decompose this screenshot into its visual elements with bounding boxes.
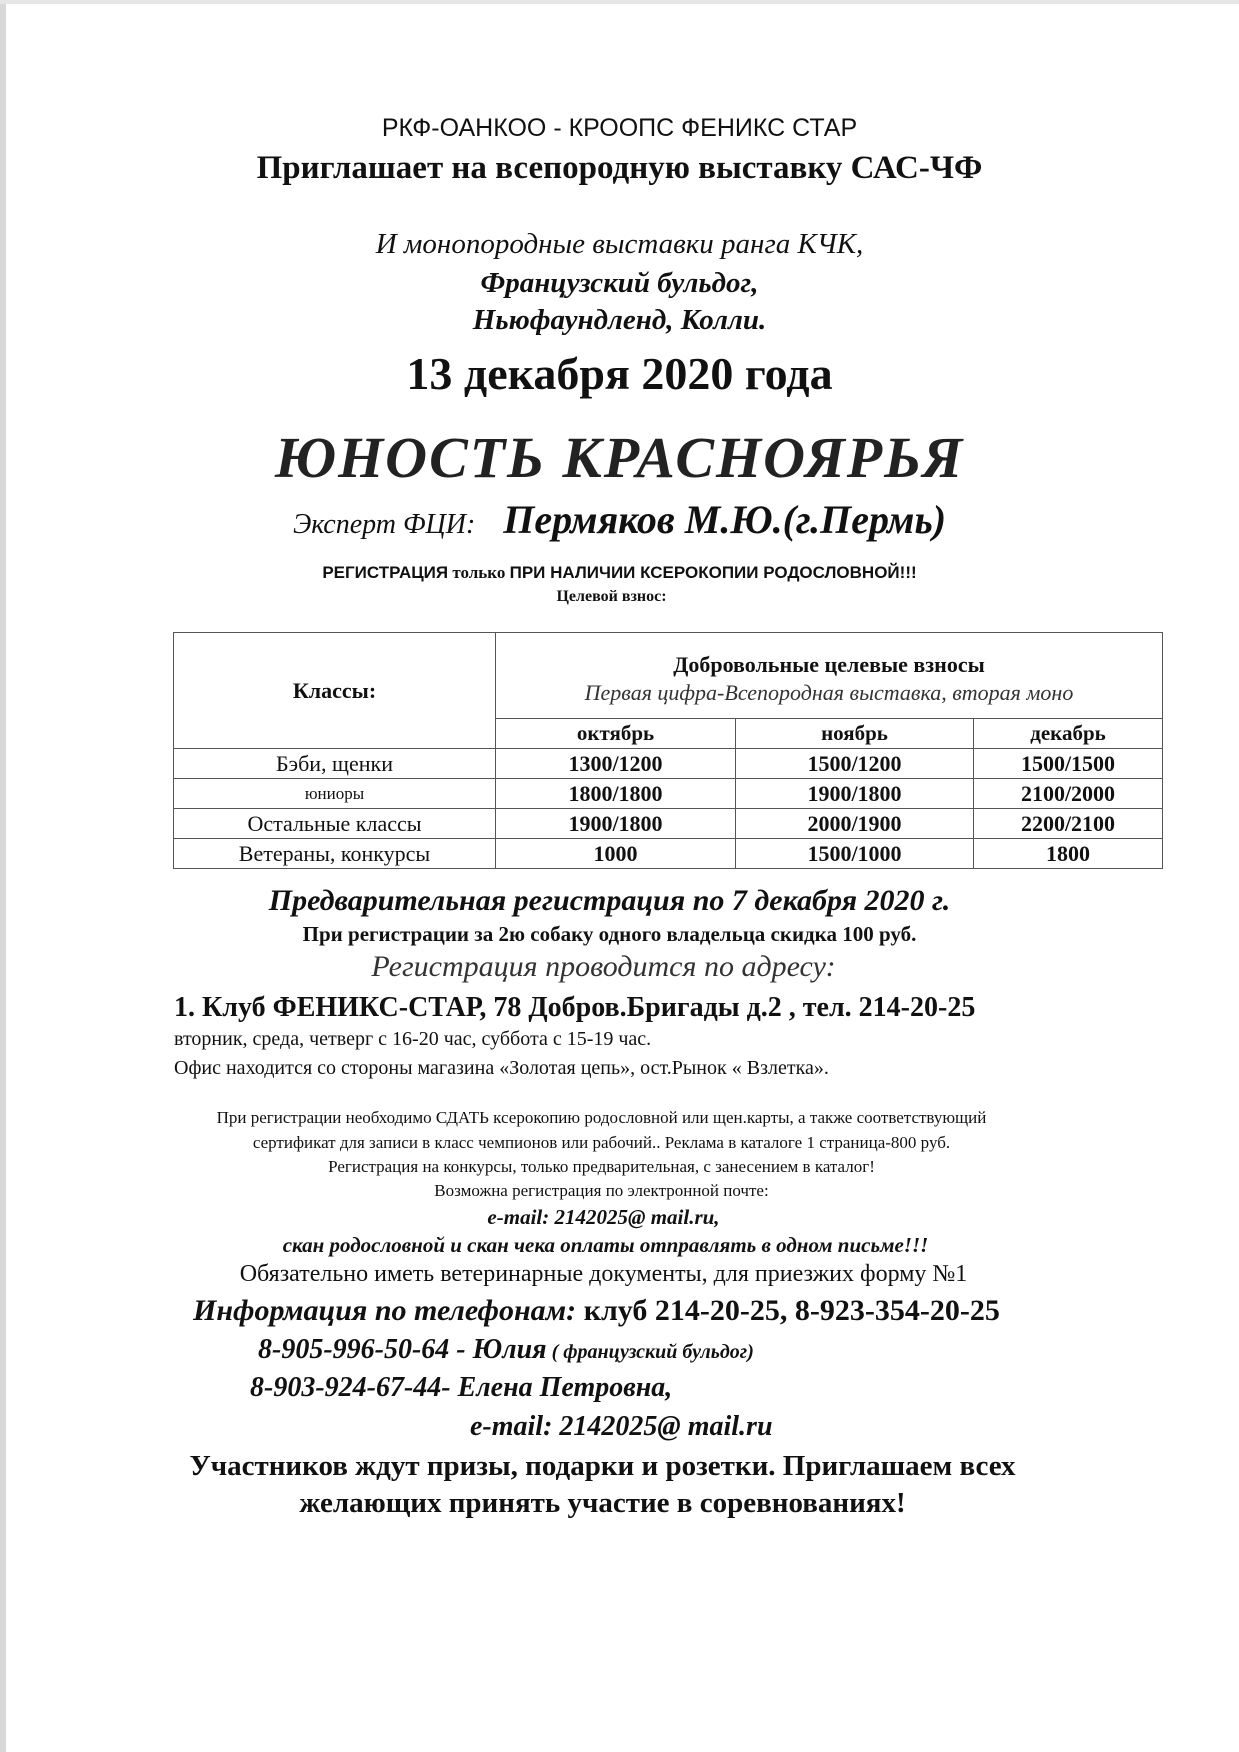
pedigree-copy-note: ПРИ НАЛИЧИИ КСЕРОКОПИИ РОДОСЛОВНОЙ!!! <box>509 563 917 582</box>
club-address: 1. Клуб ФЕНИКС-СТАР, 78 Добров.Бригады д.2 , тел. 214-20-25 <box>174 992 976 1023</box>
fee-value: 2200/2100 <box>974 809 1163 839</box>
requirements-line-3: Регистрация на конкурсы, только предварительная, с занесением в каталог! <box>328 1157 875 1176</box>
phone-elena: 8-903-924-67-44- Елена Петровна, <box>250 1372 673 1403</box>
second-dog-discount: При регистрации за 2ю собаку одного владельца скидка 100 руб. <box>302 922 917 946</box>
registration-address-intro: Регистрация проводится по адресу: <box>371 950 836 983</box>
fee-value: 1800 <box>974 839 1163 869</box>
class-name: юниоры <box>174 779 496 809</box>
phone-yulia-line <box>258 1334 754 1366</box>
expert-label: Эксперт ФЦИ: <box>292 509 476 540</box>
fee-table <box>173 632 1163 869</box>
fee-value: 1000 <box>496 839 736 869</box>
office-location: Офис находится со стороны магазина «Золотая цепь», ост.Рынок « Взлетка». <box>174 1057 829 1079</box>
mono-shows-intro: И монопородные выставки ранга КЧК, <box>375 228 864 260</box>
requirements-line-4: Возможна регистрация по электронной почте: <box>434 1181 769 1200</box>
preregistration-deadline: Предварительная регистрация по 7 декабря 2020 г. <box>268 884 951 917</box>
fee-value: 1500/1500 <box>974 749 1163 779</box>
table-row <box>174 779 1163 809</box>
registration-word: РЕГИСТРАЦИЯ <box>322 563 449 582</box>
invitation-heading: Приглашает на всепородную выставку САС-ЧФ <box>256 150 983 186</box>
month-november: ноябрь <box>736 719 974 749</box>
class-name: Ветераны, конкурсы <box>174 839 496 869</box>
table-row <box>174 809 1163 839</box>
scan-note: скан родословной и скан чека оплаты отправлять в одном письме!!! <box>282 1233 929 1257</box>
fee-value: 1800/1800 <box>496 779 736 809</box>
fee-value: 1900/1800 <box>496 809 736 839</box>
phone-yulia: 8-905-996-50-64 - Юлия <box>258 1334 547 1365</box>
fees-header: Добровольные целевые взносы <box>673 651 985 677</box>
vet-documents-note: Обязательно иметь ветеринарные документы, для приезжих форму №1 <box>239 1261 968 1287</box>
closing-line-1: Участников ждут призы, подарки и розетки. Приглашаем всех <box>189 1450 1016 1482</box>
show-date: 13 декабря 2020 года <box>406 348 833 399</box>
expert-line <box>0 496 1239 543</box>
target-fee-label: Целевой взнос: <box>556 588 667 605</box>
phone-yulia-note: ( французский бульдог) <box>546 1341 754 1363</box>
scan-top-shadow <box>0 0 1239 4</box>
requirements-line-2: сертификат для записи в класс чемпионов или рабочий.. Реклама в каталоге 1 страница-800 руб. <box>252 1133 951 1152</box>
month-october: октябрь <box>496 719 736 749</box>
breed-line-2: Ньюфаундленд, Колли. <box>472 304 767 336</box>
class-name: Остальные классы <box>174 809 496 839</box>
fees-subheader: Первая цифра-Всепородная выставка, вторая моно <box>584 679 1074 705</box>
organization-name: РКФ-ОАНКОО - КРООПС ФЕНИКС СТАР <box>381 114 858 142</box>
table-row <box>174 839 1163 869</box>
fee-value: 2000/1900 <box>736 809 974 839</box>
info-phones-line <box>193 1294 1000 1328</box>
info-phones-numbers: клуб 214-20-25, 8-923-354-20-25 <box>576 1294 1000 1327</box>
info-phones-label: Информация по телефонам: <box>193 1294 577 1327</box>
month-december: декабрь <box>974 719 1163 749</box>
club-hours: вторник, среда, четверг с 16-20 час, суббота с 15-19 час. <box>174 1028 652 1050</box>
registration-requirement <box>0 563 1239 583</box>
table-row <box>174 749 1163 779</box>
fee-value: 1500/1200 <box>736 749 974 779</box>
fee-value: 1500/1000 <box>736 839 974 869</box>
classes-header: Классы: <box>174 633 496 749</box>
fee-value: 2100/2000 <box>974 779 1163 809</box>
breed-line-1: Французский бульдог, <box>480 267 759 299</box>
contact-email[interactable]: e-mail: 2142025@ mail.ru <box>470 1411 773 1442</box>
fee-value: 1900/1800 <box>736 779 974 809</box>
registration-email[interactable]: e-mail: 2142025@ mail.ru, <box>487 1205 720 1229</box>
show-title: ЮНОСТЬ КРАСНОЯРЬЯ <box>274 425 965 490</box>
fee-value: 1300/1200 <box>496 749 736 779</box>
requirements-line-1: При регистрации необходимо СДАТЬ ксерокопию родословной или щен.карты, а также соответствующий <box>216 1108 987 1127</box>
closing-line-2: желающих принять участие в соревнованиях! <box>299 1487 906 1519</box>
fees-header-cell <box>496 633 1163 719</box>
class-name: Бэби, щенки <box>174 749 496 779</box>
expert-name: Пермяков М.Ю.(г.Пермь) <box>503 497 947 542</box>
only-word: только <box>448 563 510 582</box>
